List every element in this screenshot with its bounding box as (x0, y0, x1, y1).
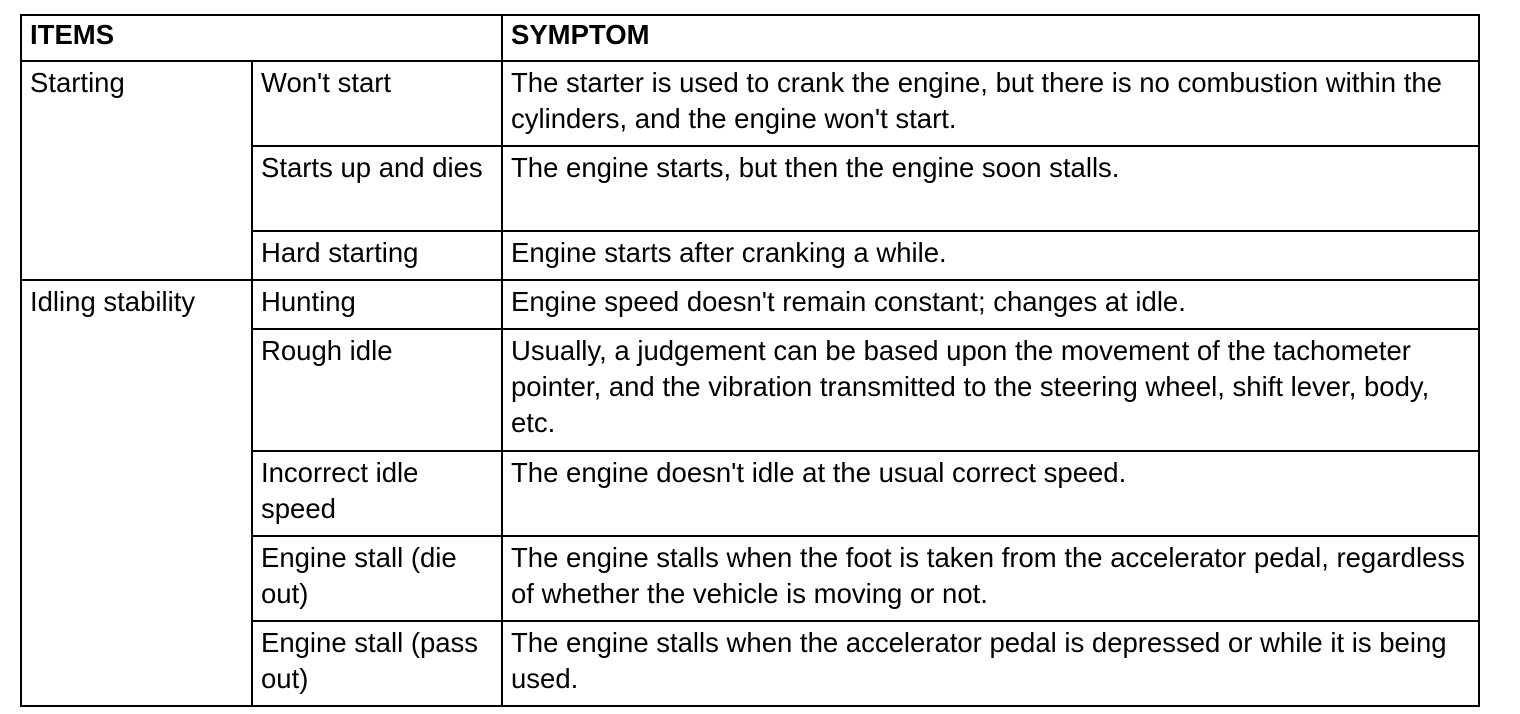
symptom-cell: Usually, a judgement can be based upon the movement of the tachometer pointer, and the vibration transmitted to the steering wheel, shift lever, body, etc. (502, 329, 1479, 451)
item-cell: Engine stall (pass out) (252, 621, 502, 706)
item-cell: Hard starting (252, 231, 502, 280)
table-row (21, 280, 1479, 329)
symptom-cell: The starter is used to crank the engine, but there is no combustion within the cylinders, and the engine won't start. (502, 61, 1479, 146)
header-row (21, 15, 1479, 61)
symptom-cell: Engine speed doesn't remain constant; changes at idle. (502, 280, 1479, 329)
symptom-cell: The engine starts, but then the engine soon stalls. (502, 146, 1479, 231)
symptom-table (20, 14, 1480, 707)
item-cell: Hunting (252, 280, 502, 329)
symptom-cell: The engine stalls when the foot is taken from the accelerator pedal, regardless of whether the vehicle is moving or not. (502, 536, 1479, 621)
items-header: ITEMS (21, 15, 502, 61)
item-cell: Starts up and dies (252, 146, 502, 231)
item-cell: Incorrect idle speed (252, 451, 502, 536)
item-cell: Rough idle (252, 329, 502, 451)
symptom-cell: Engine starts after cranking a while. (502, 231, 1479, 280)
symptom-header: SYMPTOM (502, 15, 1479, 61)
item-cell: Engine stall (die out) (252, 536, 502, 621)
symptom-cell: The engine stalls when the accelerator pedal is depressed or while it is being used. (502, 621, 1479, 706)
item-cell: Won't start (252, 61, 502, 146)
symptom-cell: The engine doesn't idle at the usual correct speed. (502, 451, 1479, 536)
category-cell-starting: Starting (21, 61, 252, 280)
category-cell-idling-stability: Idling stability (21, 280, 252, 706)
table-row (21, 61, 1479, 146)
